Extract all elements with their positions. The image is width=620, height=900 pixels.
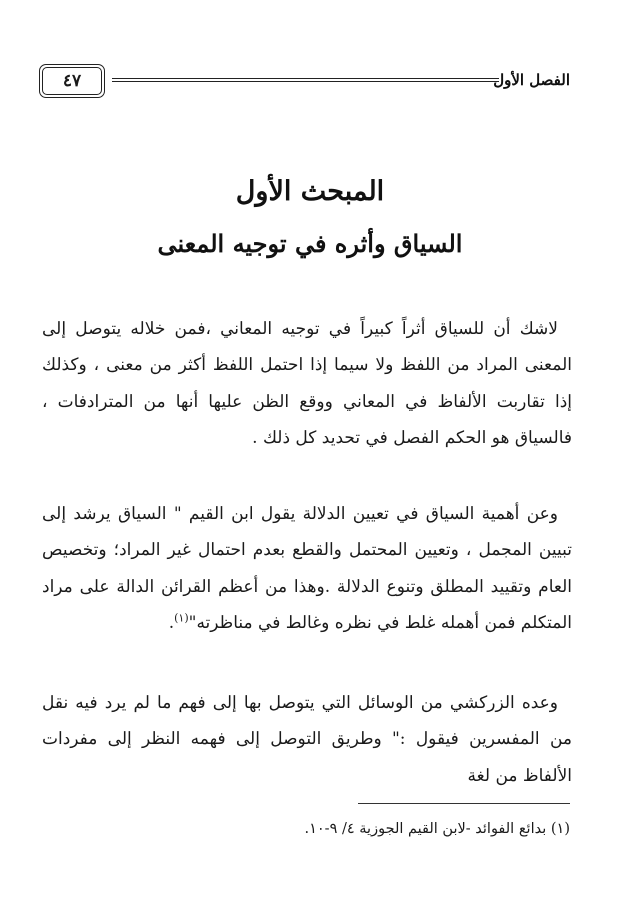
section-title: المبحث الأول bbox=[235, 176, 385, 207]
footnote-reference: (١) bbox=[174, 611, 189, 625]
paragraph-1-text: لاشك أن للسياق أثراً كبيراً في توجيه المعاني ،فمن خلاله يتوصل إلى المعنى المراد من اللفظ ولا سيما إذا احتمل اللفظ أكثر من معنى ، وكذلك إذا تقاربت الألفاظ في المعاني ووقع الظن عليها أنها من المترادفات ، فالسياق هو الحكم الفصل في تحديد كل ذلك . bbox=[42, 319, 572, 448]
paragraph-2-trailing: . bbox=[168, 612, 175, 633]
paragraph-3 bbox=[42, 685, 572, 794]
paragraph-2 bbox=[42, 496, 572, 641]
header-double-rule bbox=[112, 78, 499, 82]
chapter-running-head: الفصل الأول bbox=[493, 71, 570, 89]
page-number-frame bbox=[39, 64, 105, 98]
paragraph-3-text: وعده الزركشي من الوسائل التي يتوصل بها إلى فهم ما لم يرد فيه نقل من المفسرين فيقول :" وطريق التوصل إلى فهمه النظر إلى مفردات الألفاظ من لغة bbox=[42, 693, 572, 786]
section-subtitle: السياق وأثره في توجيه المعنى bbox=[157, 229, 463, 258]
footnote: (١) بدائع الفوائد -لابن القيم الجوزية ٤/ ٩-١٠. bbox=[304, 821, 570, 837]
paragraph-2-text: وعن أهمية السياق في تعيين الدلالة يقول ابن القيم " السياق يرشد إلى تبيين المجمل ، وتعيين المحتمل والقطع بعدم احتمال غير المراد؛ وتخصيص العام وتقييد المطلق وتنوع الدلالة .وهذا من أعظم القرائن الدالة على مراد المتكلم فمن أهمله غلط في نظره وغالط في مناظرته" bbox=[42, 504, 572, 633]
footnote-separator bbox=[358, 803, 570, 804]
page-number: ٤٧ bbox=[42, 67, 102, 95]
paragraph-1 bbox=[42, 311, 572, 456]
